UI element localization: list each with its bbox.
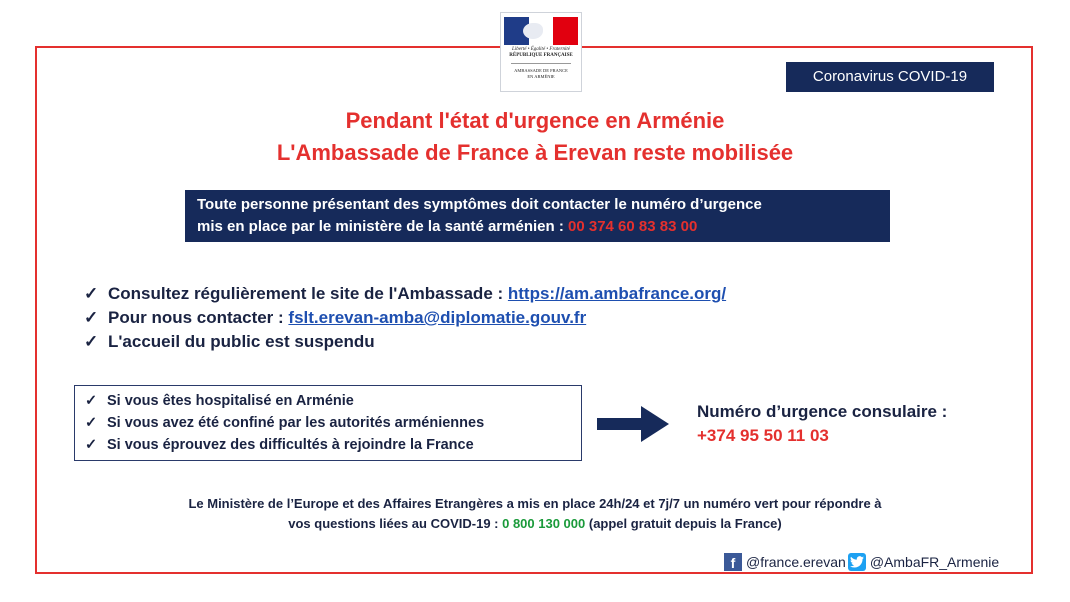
twitter-handle[interactable]: @AmbaFR_Armenie bbox=[869, 554, 1000, 570]
list-item bbox=[85, 412, 581, 434]
headline-line1: Pendant l'état d'urgence en Arménie bbox=[345, 108, 725, 133]
checkmark-icon: ✓ bbox=[85, 415, 98, 431]
checkmark-icon: ✓ bbox=[84, 308, 99, 327]
ministry-footer bbox=[0, 494, 1070, 534]
consular-emergency-label: Numéro d’urgence consulaire : bbox=[697, 402, 948, 421]
social-links bbox=[724, 553, 999, 571]
list-item bbox=[85, 390, 581, 412]
info-checklist bbox=[84, 282, 726, 354]
list-item bbox=[84, 306, 726, 330]
checkmark-icon: ✓ bbox=[84, 284, 99, 303]
checkmark-icon: ✓ bbox=[85, 437, 98, 453]
list-item-text: Consultez régulièrement le site de l'Ambassade : bbox=[108, 284, 508, 303]
logo-embassy-line2: EN ARMÉNIE bbox=[527, 74, 555, 79]
facebook-icon[interactable]: f bbox=[724, 553, 742, 571]
facebook-handle[interactable]: @france.erevan bbox=[746, 554, 846, 570]
logo-republic: RÉPUBLIQUE FRANÇAISE bbox=[509, 53, 573, 58]
case-text: Si vous avez été confiné par les autorités arméniennes bbox=[107, 415, 485, 431]
list-item-text: Pour nous contacter : bbox=[108, 308, 289, 327]
cases-box bbox=[74, 385, 582, 461]
marianne-flag-icon bbox=[504, 17, 578, 45]
checkmark-icon: ✓ bbox=[84, 332, 99, 351]
embassy-logo bbox=[500, 12, 582, 92]
twitter-icon[interactable] bbox=[848, 553, 866, 571]
symptoms-line2: mis en place par le ministère de la santé arménien : bbox=[197, 218, 568, 235]
consular-emergency-phone: +374 95 50 11 03 bbox=[697, 426, 829, 445]
list-item bbox=[85, 434, 581, 456]
case-text: Si vous êtes hospitalisé en Arménie bbox=[107, 393, 354, 409]
list-item bbox=[84, 282, 726, 306]
health-ministry-phone: 00 374 60 83 83 00 bbox=[568, 218, 698, 235]
footer-line2: vos questions liées au COVID-19 : bbox=[288, 516, 503, 531]
symptoms-line1: Toute personne présentant des symptômes doit contacter le numéro d’urgence bbox=[197, 196, 762, 213]
headline-line2: L'Ambassade de France à Erevan reste mobilisée bbox=[276, 140, 794, 165]
embassy-website-link[interactable]: https://am.ambafrance.org/ bbox=[507, 284, 727, 303]
checkmark-icon: ✓ bbox=[85, 393, 98, 409]
arrow-right-icon bbox=[597, 404, 669, 444]
logo-embassy-line1: AMBASSADE DE FRANCE bbox=[514, 68, 568, 73]
list-item-text: L'accueil du public est suspendu bbox=[108, 332, 375, 351]
footer-line2-tail: (appel gratuit depuis la France) bbox=[585, 516, 782, 531]
symptoms-notice bbox=[185, 190, 890, 242]
covid-tag: Coronavirus COVID-19 bbox=[786, 62, 994, 92]
footer-line1: Le Ministère de l’Europe et des Affaires Etrangères a mis en place 24h/24 et 7j/7 un numéro vert pour répondre à bbox=[188, 496, 882, 511]
list-item bbox=[84, 330, 726, 354]
contact-email-link[interactable]: fslt.erevan-amba@diplomatie.gouv.fr bbox=[288, 308, 587, 327]
hotline-phone: 0 800 130 000 bbox=[502, 516, 586, 531]
logo-motto: Liberté • Égalité • Fraternité bbox=[512, 47, 570, 52]
case-text: Si vous éprouvez des difficultés à rejoindre la France bbox=[107, 437, 474, 453]
